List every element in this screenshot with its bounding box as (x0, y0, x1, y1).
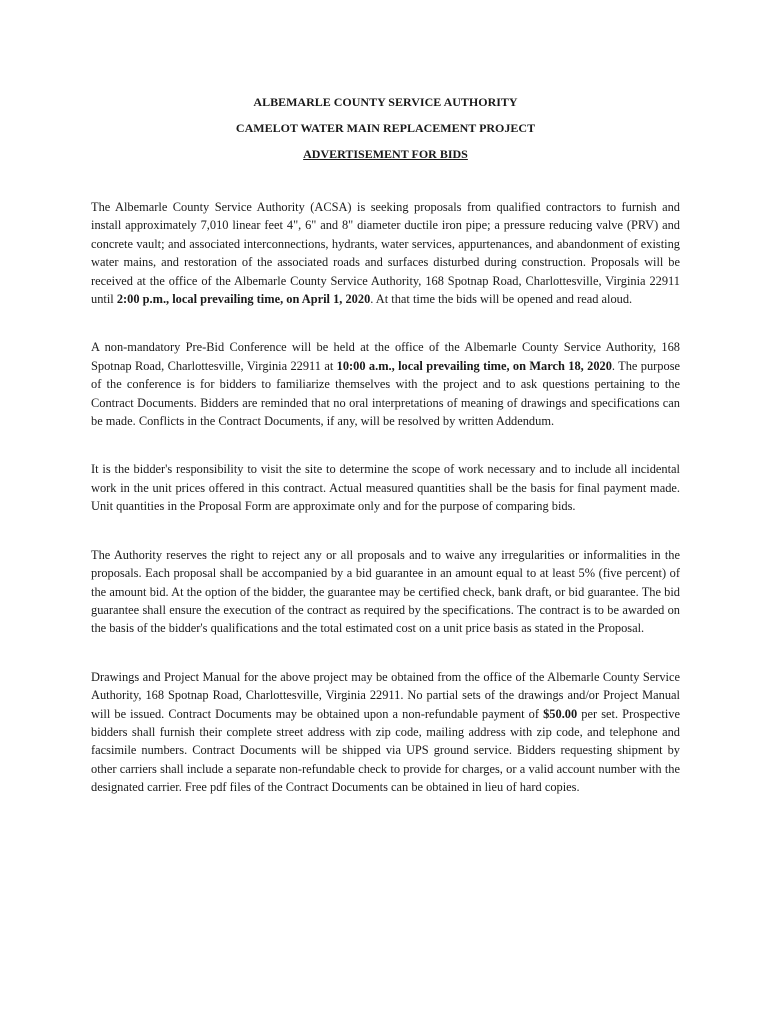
document-page (91, 93, 680, 797)
authority-title: ALBEMARLE COUNTY SERVICE AUTHORITY (253, 95, 518, 109)
document-fee: $50.00 (543, 706, 578, 721)
paragraph-site-visit: It is the bidder's responsibility to visit the site to determine the scope of work necessary and to include all incidental work in the unit prices offered in this contract. Actual measured quantities shall be the basis for final payment made. Unit quantities in the Proposal Form are approximate only and for the purpose of comparing bids. (91, 462, 680, 514)
paragraph-prebid-text-a: A non-mandatory Pre-Bid Conference will be held at the office of the Albemarle County Service Authority, 168 Spotnap Road, Charlottesville, Virginia 22911 at (91, 340, 680, 373)
paragraph-prebid-text-b: . The purpose of the conference is for bidders to familiarize themselves with the project and to ask questions pertaining to the Contract Documents. Bidders are reminded that no oral interpretations of meaning of drawings and specifications can be made. Conflicts in the Contract Documents, if any, will be resolved by written Addendum. (91, 358, 681, 429)
paragraph-proposals (91, 198, 680, 308)
paragraph-prebid (91, 338, 680, 430)
bid-deadline: 2:00 p.m., local prevailing time, on April 1, 2020 (116, 292, 371, 307)
prebid-datetime: 10:00 a.m., local prevailing time, on March 18, 2020 (336, 358, 612, 373)
paragraph-bid-guarantee: The Authority reserves the right to reject any or all proposals and to waive any irregularities or informalities in the proposals. Each proposal shall be accompanied by a bid guarantee in an amount equal to at least 5% (five percent) of the amount bid. At the option of the bidder, the guarantee may be certified check, bank draft, or bid guarantee. The bid guarantee shall ensure the execution of the contract as required by the specifications. The contract is to be awarded on the basis of the bidder's qualifications and the total estimated cost on a unit price basis as stated in the Proposal. (91, 547, 680, 636)
project-title: CAMELOT WATER MAIN REPLACEMENT PROJECT (235, 121, 536, 135)
document-title: ADVERTISEMENT FOR BIDS (303, 147, 468, 161)
paragraph-documents-text-b: per set. Prospective bidders shall furnish their complete street address with zip code, mailing address with zip code, and telephone and facsimile numbers. Contract Documents will be shipped via UPS ground service. Bidders requesting shipment by other carriers shall include a separate non-refundable check to provide for charges, or a valid account number with the designated carrier. Free pdf files of the Contract Documents can be obtained in lieu of hard copies. (91, 706, 680, 795)
paragraph-documents (91, 668, 680, 797)
paragraph-proposals-text-a: The Albemarle County Service Authority (ACSA) is seeking proposals from qualified contractors to furnish and install approximately 7,010 linear feet 4", 6" and 8" diameter ductile iron pipe; a pressure reducing valve (PRV) and concrete vault; and associated interconnections, hydrants, water services, appurtenances, and abandonment of existing water mains, and restoration of the associated roads and surfaces disturbed during construction. Proposals will be received at the office of the Albemarle County Service Authority, 168 Spotnap Road, Charlottesville, Virginia 22911 until (91, 200, 680, 307)
paragraph-documents-text-a: Drawings and Project Manual for the above project may be obtained from the office of the Albemarle County Service Authority, 168 Spotnap Road, Charlottesville, Virginia 22911. No partial sets of the drawings and/or Project Manual will be issued. Contract Documents may be obtained upon a non-refundable payment of (91, 669, 680, 721)
paragraph-proposals-text-b: . At that time the bids will be opened and read aloud. (370, 292, 633, 307)
